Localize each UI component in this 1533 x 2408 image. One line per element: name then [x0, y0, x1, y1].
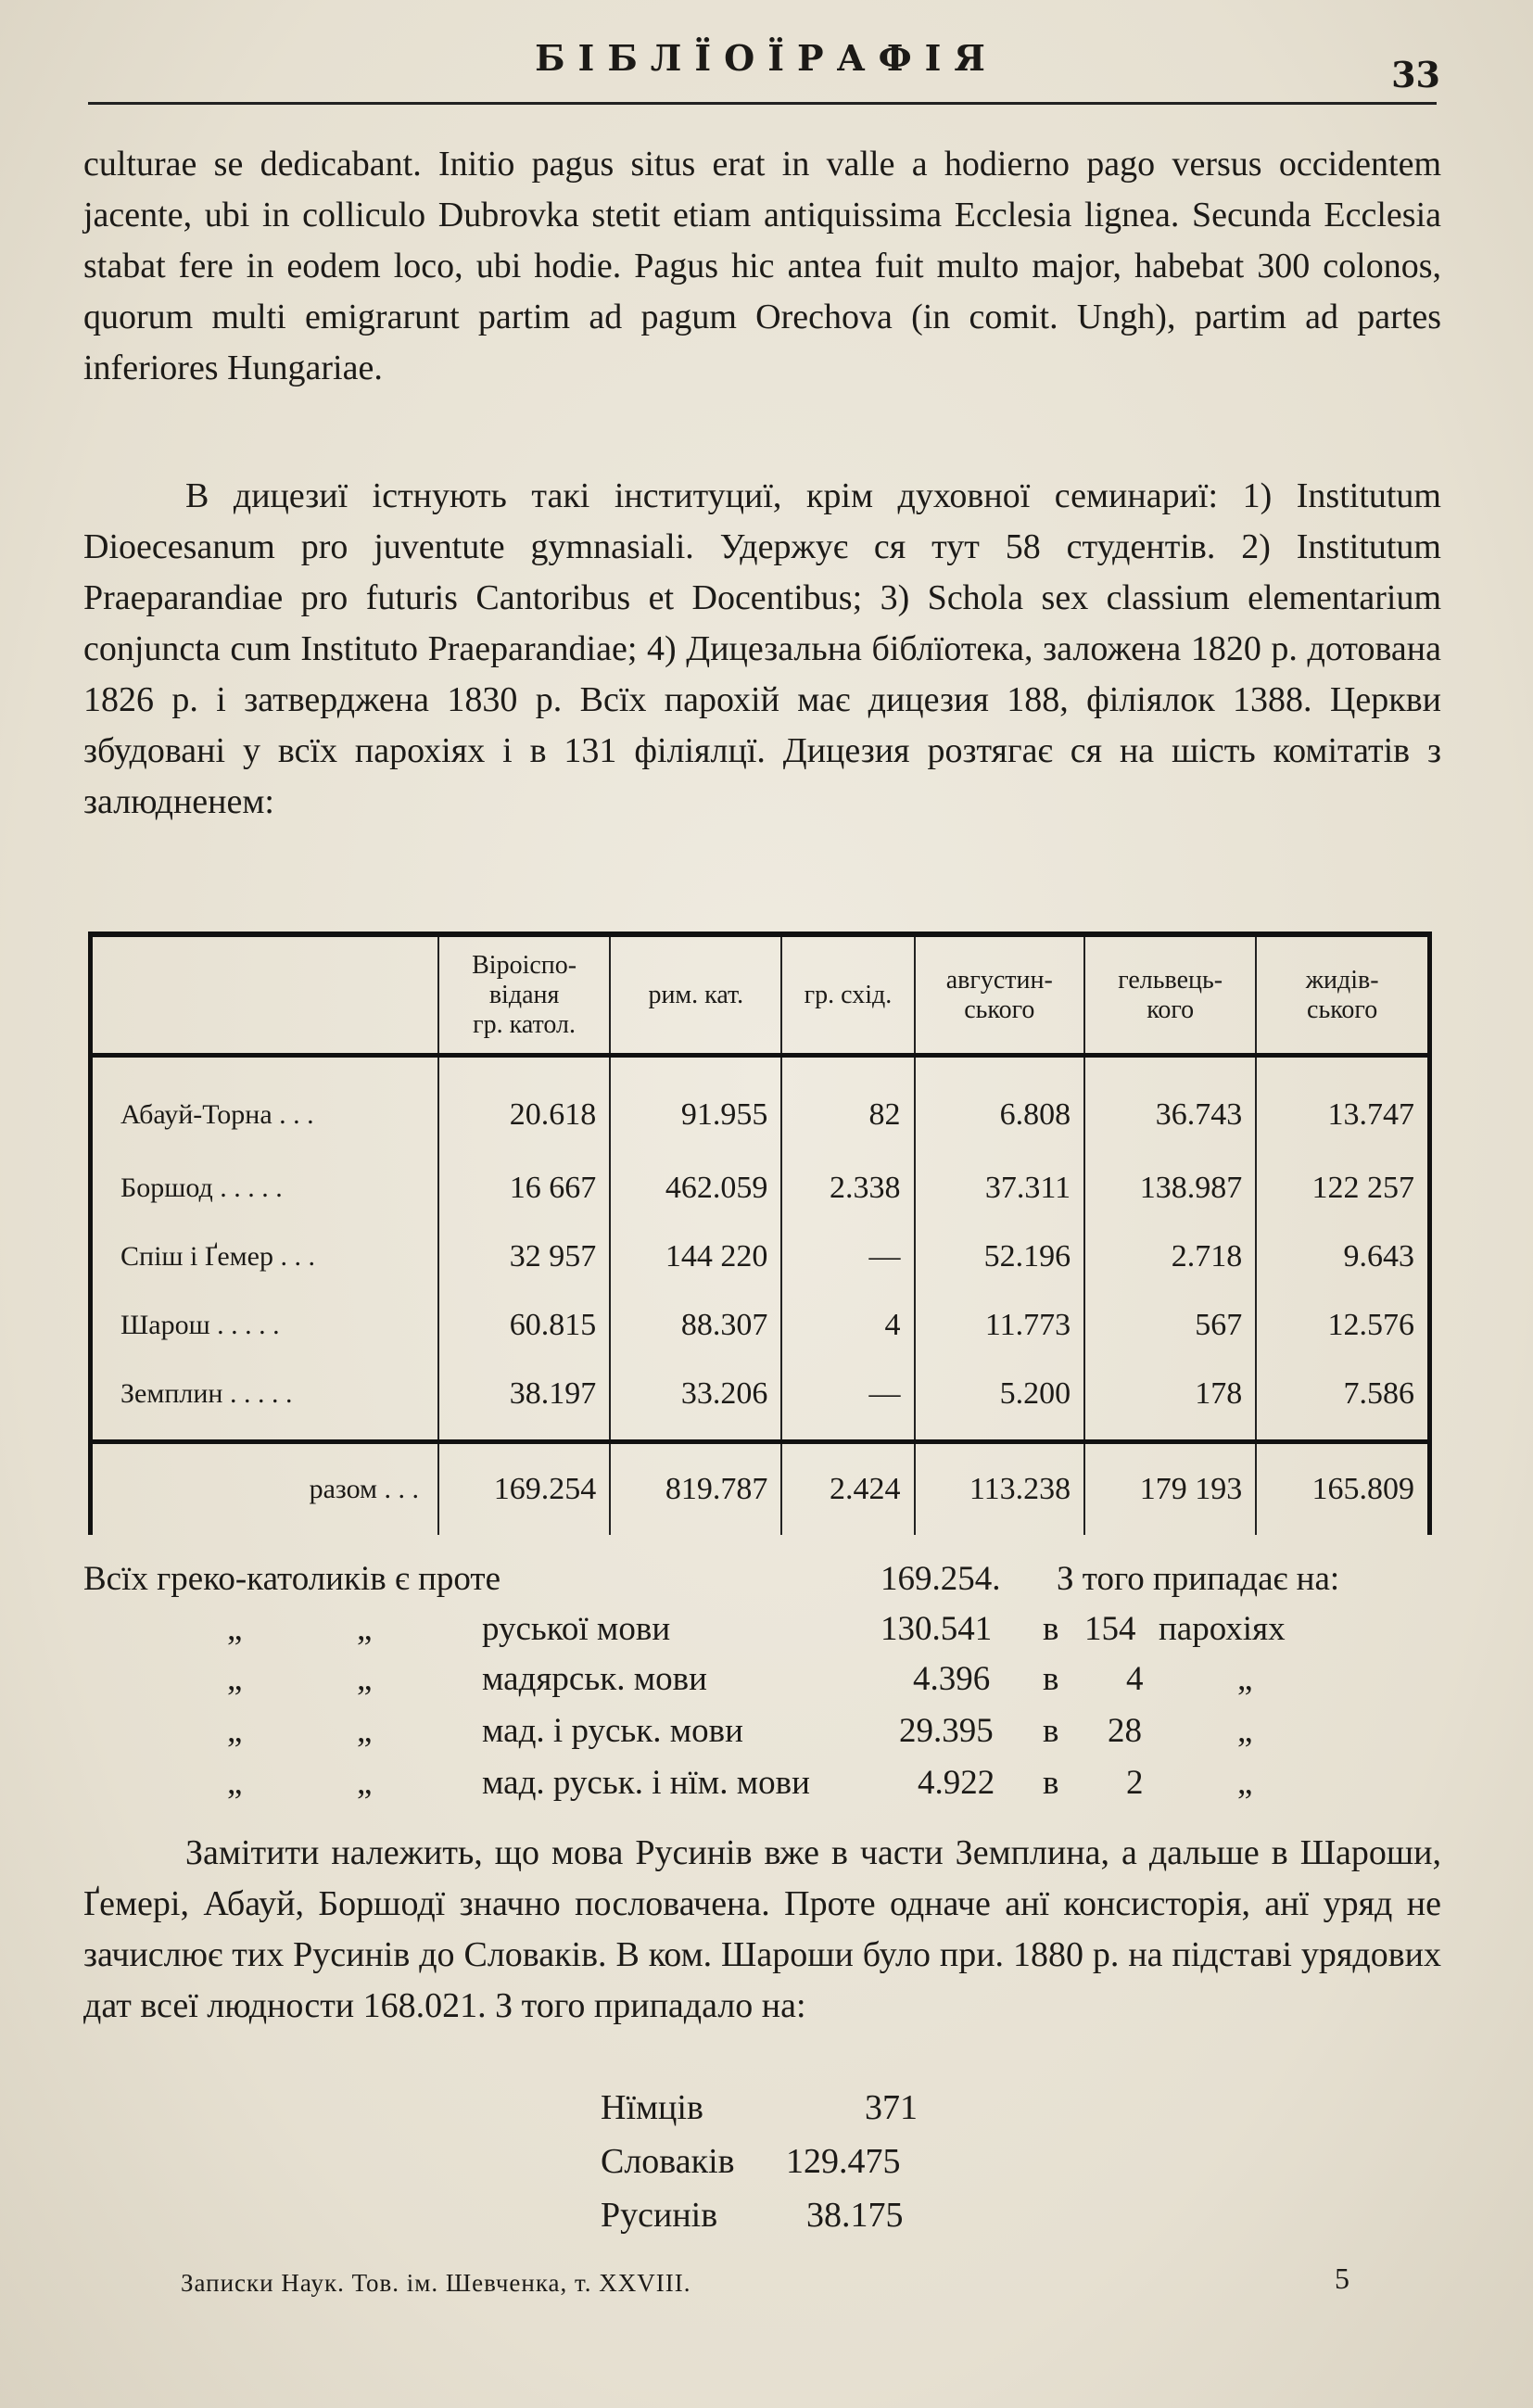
summary-lang: мад. і руськ. мови — [482, 1712, 743, 1750]
ditto-mark: „ — [357, 1660, 373, 1698]
paragraph-institutions: В дицезиї істнують такі інституциї, крім духовної семинариї: 1) Institutum Dioecesanum pro juventute gymnasiali. Удержує ся тут 58 студентів. 2) Institutum Praeparandiae pro futuris Cantoribus et Docentibus; 3) Schola sex classium elementarium conjuncta cum Instituto Praeparandiae; 4) Дицезальна біблїотека, заложена 1820 р. дотована 1826 р. і затверджена 1830 р. Всїх парохій має дицезия 188, філіялок 1388. Церкви збудовані у всїх парохіях і в 131 філіялцї. Дицезия розтягає ся на шість комітатів з залюдненем: — [83, 476, 1441, 821]
table-total-row — [91, 1442, 1430, 1536]
table-row — [91, 1154, 1430, 1223]
table-row — [91, 1291, 1430, 1360]
cell: — — [781, 1223, 914, 1291]
cell: 178 — [1084, 1360, 1256, 1442]
row-label: Абауй-Торна . . . — [91, 1056, 439, 1155]
summary-unit: парохіях — [1159, 1610, 1286, 1648]
ditto-mark: „ — [227, 1660, 243, 1698]
cell: 37.311 — [915, 1154, 1085, 1223]
table-row — [91, 1056, 1430, 1155]
cell: 38.197 — [438, 1360, 610, 1442]
summary-lang: мадярськ. мови — [482, 1660, 707, 1698]
col-header-label: жидів- ського — [1305, 965, 1379, 1024]
ditto-mark: „ — [227, 1764, 243, 1802]
ditto-mark: „ — [227, 1712, 243, 1750]
population-table — [88, 932, 1432, 1535]
col-header-label: августин- ського — [945, 965, 1053, 1024]
row-label: Боршод . . . . . — [91, 1154, 439, 1223]
cell: 567 — [1084, 1291, 1256, 1360]
col-header — [781, 934, 914, 1056]
summary-unit: „ — [1237, 1712, 1253, 1750]
cell: 5.200 — [915, 1360, 1085, 1442]
ditto-mark: „ — [227, 1610, 243, 1648]
cell: 36.743 — [1084, 1056, 1256, 1155]
summary-in: в — [1043, 1712, 1059, 1750]
running-title: БІБЛЇОЇРАФІЯ — [535, 37, 998, 79]
total-cell: 179 193 — [1084, 1442, 1256, 1536]
cell: 122 257 — [1256, 1154, 1429, 1223]
paragraph-latin: culturae se dedicabant. Initio pagus situs erat in valle a hodierno pago versus occidentem jacente, ubi in colliculo Dubrovka stetit etiam antiquissima Ecclesia lignea. Secunda Ecclesia stabat fere in eodem loco, ubi hodie. Pagus hic antea fuit multo major, habebat 300 colonos, quorum multi emigrarunt partim ad pagum Orechova (in comit. Ungh), partim ad partes inferiores Hungariae. — [83, 145, 1441, 387]
footer-citation: Записки Наук. Тов. ім. Шевченка, т. XXVIII. — [181, 2269, 691, 2297]
summary-line — [83, 1609, 1446, 1660]
col-header — [438, 934, 610, 1056]
paragraph-sharosh: Замітити належить, що мова Русинів вже в части Земплина, а дальше в Шароши, Ґемері, Абауй, Боршодї значно пословачена. Проте одначе анї консисторія, анї уряд не зачислює тих Русинів до Словаків. В ком. Шароши було при. 1880 р. на підставі урядових дат всеї людности 168.021. З того припадало на: — [83, 1833, 1441, 2025]
table-row — [91, 1223, 1430, 1291]
summary-in: в — [1043, 1610, 1059, 1648]
summary-line — [83, 1763, 1446, 1814]
population-value: 129.475 — [786, 2142, 901, 2181]
signature-mark: 5 — [1335, 2262, 1349, 2295]
row-label: Шарош . . . . . — [91, 1291, 439, 1360]
cell: 60.815 — [438, 1291, 610, 1360]
cell: 4 — [781, 1291, 914, 1360]
cell: 16 667 — [438, 1154, 610, 1223]
summary-in: в — [1043, 1660, 1059, 1698]
cell: 20.618 — [438, 1056, 610, 1155]
col-header-label: гр. схід. — [804, 980, 893, 1009]
cell: 2.718 — [1084, 1223, 1256, 1291]
total-cell: 113.238 — [915, 1442, 1085, 1536]
total-cell: 819.787 — [610, 1442, 781, 1536]
summary-value: 29.395 — [899, 1712, 994, 1750]
col-header — [1084, 934, 1256, 1056]
cell: 6.808 — [915, 1056, 1085, 1155]
cell: 138.987 — [1084, 1154, 1256, 1223]
summary-count: 2 — [1126, 1764, 1144, 1802]
summary-line — [83, 1659, 1446, 1710]
cell: 12.576 — [1256, 1291, 1429, 1360]
summary-lang: мад. руськ. і нїм. мови — [482, 1764, 810, 1802]
summary-count: 4 — [1126, 1660, 1144, 1698]
summary-line-total — [83, 1559, 1446, 1610]
col-header-label: Віроіспо- віданя гр. катол. — [472, 950, 577, 1039]
cell: 52.196 — [915, 1223, 1085, 1291]
cell: 88.307 — [610, 1291, 781, 1360]
cell: 32 957 — [438, 1223, 610, 1291]
total-label: разом . . . — [91, 1442, 439, 1536]
col-header-label: гельвець- кого — [1118, 965, 1223, 1024]
summary-count: 154 — [1084, 1610, 1136, 1648]
ditto-mark: „ — [357, 1610, 373, 1648]
row-label: Спіш і Ґемер . . . — [91, 1223, 439, 1291]
cell: 82 — [781, 1056, 914, 1155]
table-row — [91, 1360, 1430, 1442]
summary-count: 28 — [1108, 1712, 1142, 1750]
cell: 33.206 — [610, 1360, 781, 1442]
ditto-mark: „ — [357, 1764, 373, 1802]
population-name: Русинів — [601, 2196, 718, 2235]
ditto-mark: „ — [357, 1712, 373, 1750]
page-number: 33 — [1391, 54, 1440, 95]
summary-unit: „ — [1237, 1764, 1253, 1802]
cell: 11.773 — [915, 1291, 1085, 1360]
summary-unit: „ — [1237, 1660, 1253, 1698]
summary-value: 169.254. — [881, 1560, 1001, 1598]
population-list — [601, 2087, 971, 2254]
cell: 2.338 — [781, 1154, 914, 1223]
cell: 91.955 — [610, 1056, 781, 1155]
cell: 13.747 — [1256, 1056, 1429, 1155]
summary-tail: З того припадає на: — [1057, 1560, 1340, 1598]
col-header-label: рим. кат. — [648, 980, 744, 1009]
population-value: 371 — [865, 2088, 918, 2127]
cell: 9.643 — [1256, 1223, 1429, 1291]
header-rule — [88, 102, 1437, 105]
cell: 144 220 — [610, 1223, 781, 1291]
total-cell: 165.809 — [1256, 1442, 1429, 1536]
table-corner — [91, 934, 439, 1056]
row-label: Земплин . . . . . — [91, 1360, 439, 1442]
col-header — [915, 934, 1085, 1056]
population-name: Нїмців — [601, 2088, 703, 2127]
population-name: Словаків — [601, 2142, 735, 2181]
total-cell: 169.254 — [438, 1442, 610, 1536]
cell: 7.586 — [1256, 1360, 1429, 1442]
col-header — [610, 934, 781, 1056]
summary-value: 4.396 — [913, 1660, 991, 1698]
population-value: 38.175 — [806, 2196, 904, 2235]
summary-in: в — [1043, 1764, 1059, 1802]
col-header — [1256, 934, 1429, 1056]
cell: — — [781, 1360, 914, 1442]
cell: 462.059 — [610, 1154, 781, 1223]
summary-value: 4.922 — [918, 1764, 995, 1802]
summary-value: 130.541 — [881, 1610, 993, 1648]
total-cell: 2.424 — [781, 1442, 914, 1536]
summary-lang: руської мови — [482, 1610, 671, 1648]
summary-text: Всїх греко-католиків є проте — [83, 1560, 500, 1598]
summary-line — [83, 1711, 1446, 1762]
